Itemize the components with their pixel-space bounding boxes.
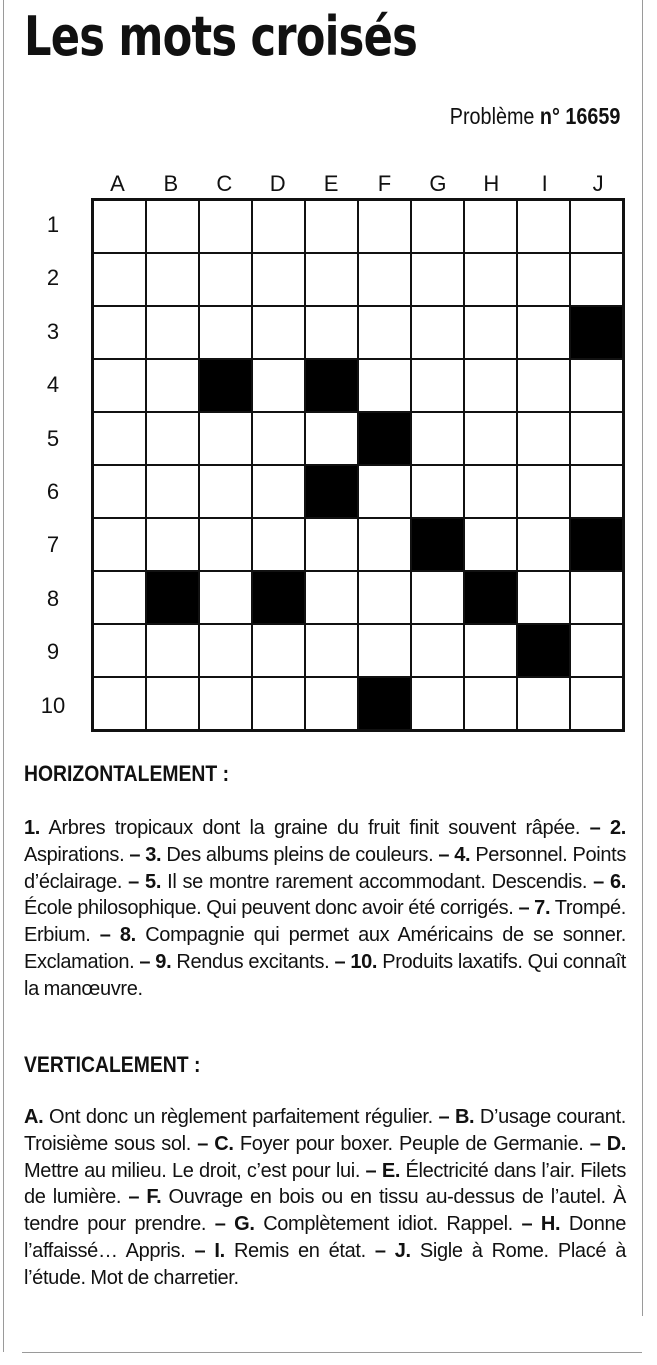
grid-cell[interactable]	[200, 254, 251, 305]
page-title: Les mots croisés	[24, 5, 418, 68]
clue-text: Ont donc un règlement parfaitement régulier.	[48, 1106, 433, 1128]
grid-cell[interactable]	[306, 201, 357, 252]
clue-text: Personnel. Points d’éclairage.	[24, 843, 627, 893]
grid-cell[interactable]	[94, 625, 145, 676]
clue-number: A.	[24, 1106, 44, 1128]
column-label: C	[216, 171, 233, 196]
clue-text: Foyer pour boxer. Peuple de Germanie.	[239, 1132, 584, 1155]
row-label: 9	[46, 639, 60, 665]
grid-cell[interactable]	[147, 307, 198, 358]
clue-text: Ouvrage en bois ou en tissu au-dessus de l’autel. À tendre pour prendre.	[24, 1186, 626, 1236]
frame-bottom-border	[22, 1352, 642, 1353]
grid-cell[interactable]	[147, 466, 198, 517]
clue-text: Électricité dans l’air. Filets de lumière.	[24, 1159, 626, 1209]
clue-text: Remis en état.	[233, 1239, 366, 1262]
black-cell	[412, 519, 463, 570]
grid-cell[interactable]	[359, 519, 410, 570]
grid-cell[interactable]	[147, 413, 198, 464]
clue-number: 2.	[610, 817, 627, 839]
clue-separator: –	[365, 1239, 395, 1262]
grid-cell[interactable]	[359, 307, 410, 358]
grid-cell[interactable]	[94, 307, 145, 358]
column-label: H	[483, 171, 500, 196]
grid-cell[interactable]	[306, 678, 357, 729]
clue-text: Rendus excitants.	[176, 950, 330, 973]
problem-label: Problème	[449, 103, 534, 129]
row-label: 3	[46, 318, 60, 344]
grid-cell[interactable]	[94, 466, 145, 517]
horizontal-heading: HORIZONTALEMENT :	[24, 761, 230, 786]
vertical-heading: VERTICALEMENT :	[24, 1052, 201, 1077]
clue-number: 3.	[145, 843, 162, 866]
grid-cell[interactable]	[200, 625, 251, 676]
grid-cell[interactable]	[359, 360, 410, 411]
grid-cell[interactable]	[147, 254, 198, 305]
clue-separator: –	[190, 1132, 215, 1155]
row-label: 8	[46, 585, 60, 611]
frame-right-border	[642, 0, 643, 1316]
clue-number: 6.	[610, 870, 627, 893]
grid-cell[interactable]	[412, 254, 463, 305]
grid-cell[interactable]	[412, 360, 463, 411]
clue-number: E.	[381, 1159, 401, 1182]
clue-number: J.	[394, 1239, 411, 1262]
clue-separator: –	[329, 950, 351, 973]
clue-separator: –	[580, 817, 611, 839]
grid-cell[interactable]	[94, 254, 145, 305]
column-label: E	[323, 171, 339, 196]
grid-cell[interactable]	[94, 360, 145, 411]
grid-cell[interactable]	[253, 625, 304, 676]
clue-number: 5.	[145, 870, 162, 893]
grid-cell[interactable]	[147, 678, 198, 729]
clue-number: D.	[606, 1132, 627, 1155]
vertical-clues	[24, 1104, 626, 1292]
grid-cell[interactable]	[571, 201, 622, 252]
clue-text: Mettre au milieu. Le droit, c’est pour lui.	[24, 1159, 361, 1182]
grid-cell[interactable]	[359, 466, 410, 517]
grid-cell[interactable]	[465, 678, 516, 729]
grid-cell[interactable]	[465, 360, 516, 411]
clue-separator: –	[124, 843, 146, 866]
clue-text: Des albums pleins de couleurs.	[166, 843, 434, 866]
black-cell	[571, 519, 622, 570]
grid-cell[interactable]	[465, 254, 516, 305]
grid-cell[interactable]	[359, 572, 410, 623]
clue-separator: –	[360, 1159, 382, 1182]
black-cell	[200, 360, 251, 411]
clue-number: 1.	[24, 817, 40, 839]
black-cell	[253, 572, 304, 623]
grid-cell[interactable]	[200, 519, 251, 570]
grid-cell[interactable]	[253, 254, 304, 305]
grid-cell[interactable]	[306, 254, 357, 305]
column-label: I	[541, 171, 548, 196]
black-cell	[306, 466, 357, 517]
clue-separator: –	[121, 1186, 147, 1209]
horizontal-clues	[24, 815, 626, 1003]
row-label: 4	[46, 372, 60, 398]
clue-text: Sigle à Rome. Placé à l’étude. Mot de charretier.	[24, 1239, 627, 1289]
grid-cell[interactable]	[412, 678, 463, 729]
grid-cell[interactable]	[571, 466, 622, 517]
grid-cell[interactable]	[147, 201, 198, 252]
grid-cell[interactable]	[306, 572, 357, 623]
grid-cell[interactable]	[518, 254, 569, 305]
grid-cell[interactable]	[306, 413, 357, 464]
grid-cell[interactable]	[465, 466, 516, 517]
grid-cell[interactable]	[571, 413, 622, 464]
clue-text: Aspirations.	[24, 843, 125, 866]
grid-cell[interactable]	[518, 572, 569, 623]
grid-cell[interactable]	[518, 519, 569, 570]
clue-number: B.	[454, 1106, 475, 1128]
grid-cell[interactable]	[465, 519, 516, 570]
crossword-grid[interactable]	[91, 198, 625, 732]
clue-text: Complètement idiot. Rappel.	[263, 1213, 513, 1236]
grid-cell[interactable]	[200, 413, 251, 464]
black-cell	[518, 625, 569, 676]
clue-separator: –	[134, 950, 156, 973]
grid-cell[interactable]	[359, 254, 410, 305]
grid-cell[interactable]	[465, 307, 516, 358]
grid-cell[interactable]	[253, 360, 304, 411]
clue-number: 7.	[534, 897, 551, 920]
grid-cell[interactable]	[412, 572, 463, 623]
grid-cell[interactable]	[571, 254, 622, 305]
clue-separator: –	[512, 1213, 541, 1236]
clue-separator: –	[122, 870, 146, 893]
clue-number: G.	[234, 1213, 255, 1236]
black-cell	[306, 360, 357, 411]
grid-cell[interactable]	[200, 201, 251, 252]
grid-cell[interactable]	[94, 519, 145, 570]
clue-number: C.	[214, 1132, 234, 1155]
grid-cell[interactable]	[253, 413, 304, 464]
grid-cell[interactable]	[412, 307, 463, 358]
grid-cell[interactable]	[253, 201, 304, 252]
grid-cell[interactable]	[518, 678, 569, 729]
grid-cell[interactable]	[518, 201, 569, 252]
row-label: 6	[46, 479, 60, 504]
column-label: A	[110, 171, 125, 196]
clue-number: 8.	[119, 924, 136, 947]
grid-cell[interactable]	[571, 360, 622, 411]
grid-cell[interactable]	[200, 466, 251, 517]
clue-separator: –	[185, 1239, 215, 1262]
clue-separator: –	[90, 924, 120, 947]
grid-cell[interactable]	[147, 519, 198, 570]
clue-number: I.	[214, 1239, 225, 1262]
clue-separator: –	[206, 1213, 235, 1236]
grid-cell[interactable]	[571, 625, 622, 676]
clue-text: D’usage courant. Troisième sous sol.	[24, 1106, 626, 1155]
black-cell	[571, 307, 622, 358]
grid-cell[interactable]	[465, 201, 516, 252]
clue-text: Trompé. Erbium.	[24, 897, 627, 947]
clue-text: Produits laxatifs. Qui connaît la manœuvre.	[24, 950, 627, 1000]
clue-separator: –	[583, 1132, 607, 1155]
black-cell	[465, 572, 516, 623]
grid-cell[interactable]	[359, 201, 410, 252]
grid-cell[interactable]	[412, 466, 463, 517]
column-label: B	[163, 171, 179, 196]
clue-separator: –	[513, 897, 535, 920]
clue-separator: –	[587, 870, 611, 893]
grid-cell[interactable]	[200, 678, 251, 729]
clue-text: Compagnie qui permet aux Américains de se sonner. Exclamation.	[24, 924, 626, 973]
row-label: 7	[46, 532, 60, 558]
clue-text: Donne l’affaissé… Appris.	[24, 1213, 627, 1262]
grid-cell[interactable]	[147, 360, 198, 411]
grid-cell[interactable]	[518, 307, 569, 358]
clue-text: Arbres tropicaux dont la graine du fruit finit souvent râpée.	[48, 817, 581, 839]
grid-cell[interactable]	[306, 307, 357, 358]
row-label: 1	[46, 212, 60, 237]
grid-cell[interactable]	[200, 307, 251, 358]
grid-cell[interactable]	[518, 466, 569, 517]
grid-cell[interactable]	[412, 201, 463, 252]
row-label: 2	[46, 265, 60, 291]
grid-cell[interactable]	[94, 678, 145, 729]
clue-separator: –	[433, 843, 455, 866]
problem-id: n° 16659	[539, 103, 620, 129]
grid-cell[interactable]	[253, 307, 304, 358]
clue-separator: –	[432, 1106, 455, 1128]
grid-cell[interactable]	[94, 201, 145, 252]
grid-cell[interactable]	[518, 413, 569, 464]
row-label: 5	[46, 425, 60, 451]
grid-cell[interactable]	[359, 625, 410, 676]
black-cell	[359, 413, 410, 464]
clue-number: F.	[146, 1186, 162, 1209]
grid-cell[interactable]	[412, 413, 463, 464]
grid-cell[interactable]	[306, 519, 357, 570]
column-label: F	[377, 171, 392, 196]
column-label: G	[429, 171, 447, 196]
clue-number: 4.	[454, 843, 471, 866]
column-label: J	[592, 171, 604, 196]
grid-cell[interactable]	[253, 678, 304, 729]
grid-cell[interactable]	[253, 466, 304, 517]
clue-text: Il se montre rarement accommodant. Descendis.	[167, 870, 588, 893]
grid-cell[interactable]	[147, 625, 198, 676]
grid-cell[interactable]	[412, 625, 463, 676]
grid-cell[interactable]	[306, 625, 357, 676]
clue-text: École philosophique. Qui peuvent donc avoir été corrigés.	[24, 897, 514, 920]
grid-cell[interactable]	[571, 678, 622, 729]
clue-number: H.	[540, 1213, 561, 1236]
grid-cell[interactable]	[94, 413, 145, 464]
column-label: D	[269, 171, 286, 196]
grid-cell[interactable]	[94, 572, 145, 623]
grid-cell[interactable]	[253, 519, 304, 570]
grid-cell[interactable]	[571, 572, 622, 623]
grid-cell[interactable]	[465, 413, 516, 464]
row-label: 10	[40, 692, 66, 718]
frame-left-border	[3, 0, 4, 1352]
clue-number: 10.	[350, 950, 378, 973]
black-cell	[147, 572, 198, 623]
problem-number	[449, 101, 620, 131]
black-cell	[359, 678, 410, 729]
grid-cell[interactable]	[200, 572, 251, 623]
grid-cell[interactable]	[518, 360, 569, 411]
clue-number: 9.	[155, 950, 172, 973]
grid-cell[interactable]	[465, 625, 516, 676]
